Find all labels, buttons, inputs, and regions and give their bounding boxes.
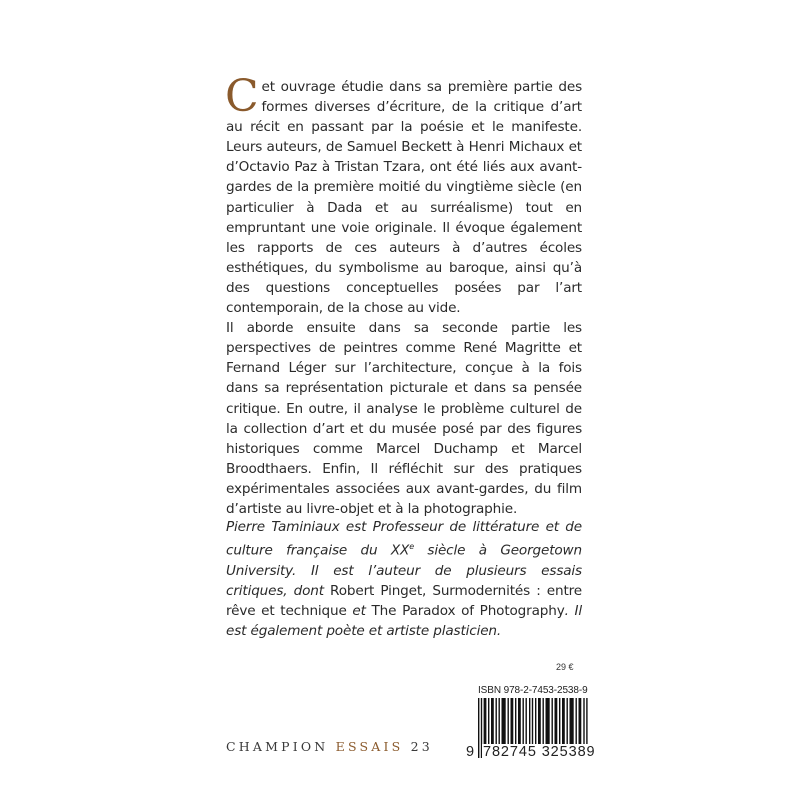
series-collection: ESSAIS: [335, 739, 404, 754]
bio-book-title-2: The Paradox of Photography: [371, 602, 565, 619]
drop-cap: C: [225, 71, 259, 122]
summary-text: [225, 71, 582, 519]
author-bio: [226, 517, 582, 641]
isbn-label: ISBN 978-2-7453-2538-9: [478, 685, 588, 696]
series-publisher: CHAMPION: [226, 739, 329, 754]
bio-text-1: Pierre Taminiaux est Professeur de littérature et de culture française du XX: [226, 519, 582, 559]
summary-paragraph-2: Il aborde ensuite dans sa seconde partie les perspectives de peintres comme René Magritte et Fernand Léger sur l’architecture, conçue à la fois dans sa représentation picturale et dans sa pensée critique. En outre, il analyse le problème culturel de la collection d’art et du musée posé par des figures historiques comme Marcel Duchamp et Marcel Broodthaers. Enfin, Il réfléchit sur des pratiques expérimentales associées aux avant-gardes, du film d’artiste au livre-objet et à la photographie.: [226, 320, 582, 517]
series-name: [226, 739, 433, 754]
series-number: 23: [410, 739, 433, 754]
bio-text-2: siècle à Georgetown University. Il est l’auteur de plusieurs essais critiques, dont: [226, 542, 582, 599]
summary-paragraph-1-text: et ouvrage étudie dans sa première partie des formes diverses d’écriture, de la critique d’art au récit en passant par la poésie et le manifeste. Leurs auteurs, de Samuel Beckett à Henri Michaux et d’Octavio Paz à Tristan Tzara, ont été liés aux avant-gardes de la première moitié du vingtième siècle (en particulier à Dada et au surréalisme) tout en empruntant une voie originale. Il évoque également les rapports de ces auteurs à d’autres écoles esthétiques, du symbolisme au baroque, ainsi qu’à des questions conceptuelles posées par l’art contemporain, de la chose au vide.: [226, 79, 582, 317]
bio-book-title-1: Robert Pinget, Surmodernités : entre rêve et technique: [226, 582, 582, 619]
barcode-first-digit: 9: [466, 744, 475, 760]
barcode-digits: 782745 325389: [483, 744, 596, 760]
summary-paragraph-1: [225, 71, 582, 318]
bio-text-3: . Il est également poète et artiste plasticien.: [226, 602, 582, 639]
bio-sup: e: [409, 542, 414, 552]
price-label: 29 €: [556, 662, 574, 672]
bio-and: et: [346, 602, 372, 619]
